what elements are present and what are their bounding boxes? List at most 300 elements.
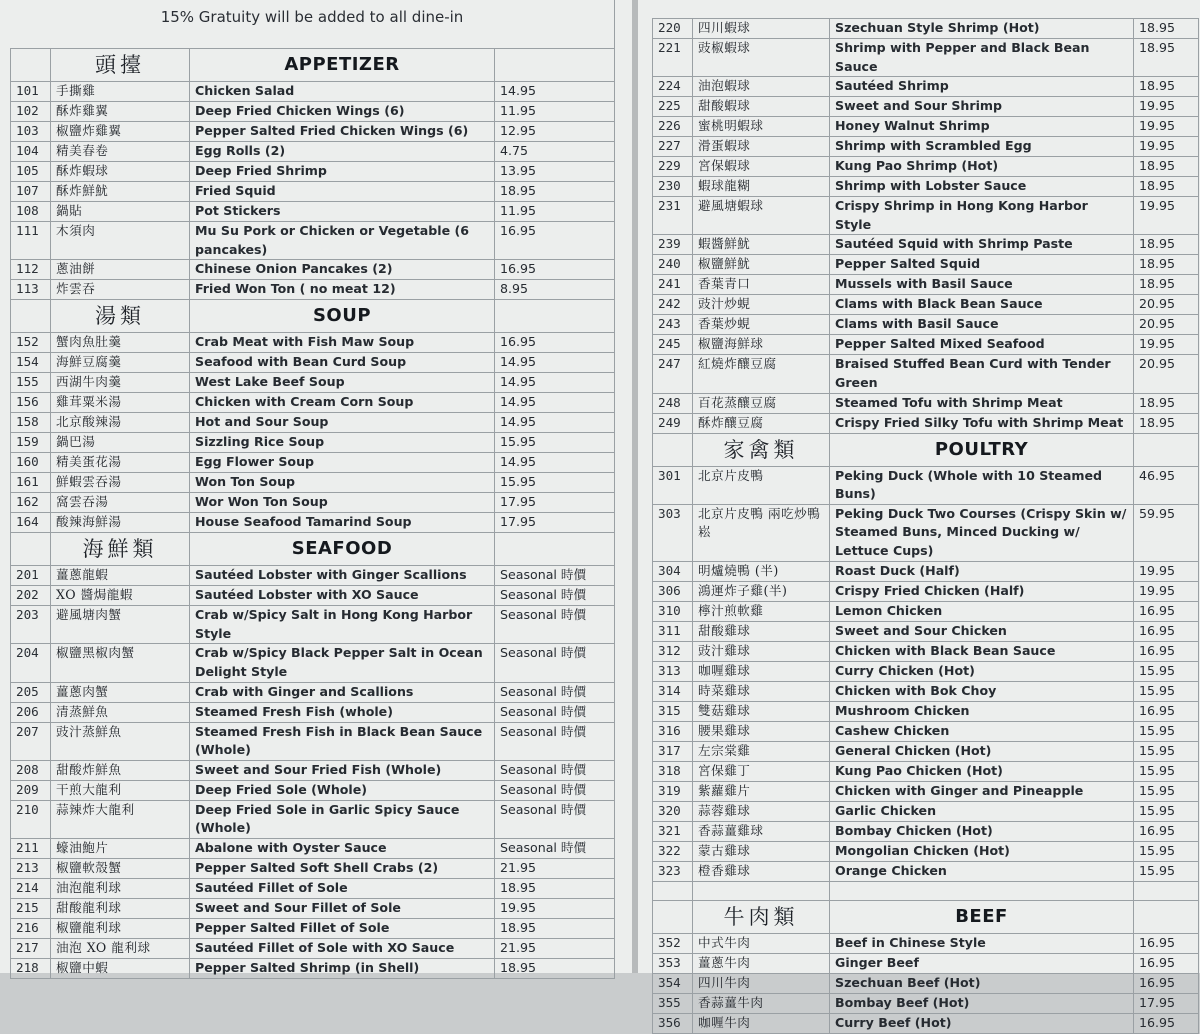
menu-item-row: [11, 722, 615, 760]
item-number: 208: [11, 760, 51, 780]
item-price: Seasonal 時價: [495, 780, 615, 800]
item-name-chinese: 時菜雞球: [693, 681, 830, 701]
item-name-chinese: 豉汁蒸鮮魚: [51, 722, 190, 760]
item-price: 21.95: [495, 858, 615, 878]
item-price: 14.95: [495, 373, 615, 393]
item-price: 18.95: [1134, 393, 1199, 413]
section-spacer: [495, 300, 615, 333]
item-name-english: Crab w/Spicy Salt in Hong Kong Harbor Style: [190, 606, 495, 644]
item-name-english: Shrimp with Scrambled Egg: [830, 137, 1134, 157]
menu-item-row: [11, 606, 615, 644]
item-name-english: Pepper Salted Fillet of Sole: [190, 918, 495, 938]
item-number: 101: [11, 82, 51, 102]
item-name-chinese: 避風塘肉蟹: [51, 606, 190, 644]
item-number: 355: [653, 993, 693, 1013]
menu-item-row: [11, 222, 615, 260]
menu-item-row: [653, 39, 1199, 77]
item-name-chinese: 海鮮豆腐羹: [51, 353, 190, 373]
item-name-chinese: 香葉青口: [693, 275, 830, 295]
menu-item-row: [11, 280, 615, 300]
item-number: 218: [11, 958, 51, 978]
item-name-chinese: 蝦醬鮮魷: [693, 235, 830, 255]
item-price: 15.95: [495, 473, 615, 493]
item-name-english: Egg Flower Soup: [190, 453, 495, 473]
menu-item-row: [653, 993, 1199, 1013]
item-name-english: Sweet and Sour Fried Fish (Whole): [190, 760, 495, 780]
menu-item-row: [653, 235, 1199, 255]
item-name-english: Braised Stuffed Bean Curd with Tender Green: [830, 355, 1134, 393]
item-number: 353: [653, 953, 693, 973]
menu-item-row: [11, 682, 615, 702]
menu-page-right: [638, 0, 1200, 1030]
item-price: 16.95: [1134, 601, 1199, 621]
item-name-chinese: 蜜桃明蝦球: [693, 117, 830, 137]
item-number: 113: [11, 280, 51, 300]
item-number: 206: [11, 702, 51, 722]
item-number: 215: [11, 898, 51, 918]
item-name-english: Sweet and Sour Chicken: [830, 621, 1134, 641]
item-price: 18.95: [1134, 19, 1199, 39]
item-number: 242: [653, 295, 693, 315]
item-price: 19.95: [1134, 561, 1199, 581]
menu-item-row: [11, 333, 615, 353]
item-price: 18.95: [1134, 275, 1199, 295]
item-number: 111: [11, 222, 51, 260]
item-name-chinese: 椒鹽中蝦: [51, 958, 190, 978]
item-price: 19.95: [1134, 117, 1199, 137]
menu-item-row: [653, 137, 1199, 157]
item-price: 18.95: [495, 958, 615, 978]
menu-item-row: [653, 315, 1199, 335]
menu-table-left: [10, 48, 615, 979]
item-name-english: Kung Pao Shrimp (Hot): [830, 157, 1134, 177]
item-number: 107: [11, 182, 51, 202]
item-number: 155: [11, 373, 51, 393]
section-title-english: SOUP: [190, 300, 495, 333]
section-title-chinese: 家禽類: [693, 433, 830, 466]
item-name-chinese: 橙香雞球: [693, 861, 830, 881]
item-number: 231: [653, 197, 693, 235]
item-number: 203: [11, 606, 51, 644]
item-name-chinese: 油泡龍利球: [51, 878, 190, 898]
item-price: Seasonal 時價: [495, 760, 615, 780]
item-price: 8.95: [495, 280, 615, 300]
item-price: 17.95: [1134, 993, 1199, 1013]
section-spacer: [495, 533, 615, 566]
item-number: 239: [653, 235, 693, 255]
item-name-english: Garlic Chicken: [830, 801, 1134, 821]
item-price: 16.95: [1134, 821, 1199, 841]
item-name-english: Pepper Salted Shrimp (in Shell): [190, 958, 495, 978]
menu-item-row: [653, 157, 1199, 177]
menu-item-row: [653, 466, 1199, 504]
item-name-english: Szechuan Beef (Hot): [830, 973, 1134, 993]
item-name-chinese: 干煎大龍利: [51, 780, 190, 800]
item-price: 20.95: [1134, 355, 1199, 393]
section-title-english: BEEF: [830, 900, 1134, 933]
item-number: 319: [653, 781, 693, 801]
item-number: 247: [653, 355, 693, 393]
item-name-english: Fried Won Ton ( no meat 12): [190, 280, 495, 300]
item-name-english: Orange Chicken: [830, 861, 1134, 881]
menu-item-row: [11, 566, 615, 586]
menu-item-row: [11, 393, 615, 413]
menu-item-row: [11, 918, 615, 938]
item-name-english: Chicken Salad: [190, 82, 495, 102]
item-price: 18.95: [1134, 413, 1199, 433]
item-price: 46.95: [1134, 466, 1199, 504]
item-name-english: Sautéed Squid with Shrimp Paste: [830, 235, 1134, 255]
item-name-chinese: 炸雲吞: [51, 280, 190, 300]
menu-item-row: [11, 473, 615, 493]
item-number: 243: [653, 315, 693, 335]
item-price: 16.95: [1134, 973, 1199, 993]
item-name-english: Sautéed Fillet of Sole with XO Sauce: [190, 938, 495, 958]
item-price: 20.95: [1134, 315, 1199, 335]
menu-item-row: [653, 255, 1199, 275]
item-number: 104: [11, 142, 51, 162]
menu-item-row: [11, 513, 615, 533]
item-name-english: Seafood with Bean Curd Soup: [190, 353, 495, 373]
menu-item-row: [653, 781, 1199, 801]
item-price: 12.95: [495, 122, 615, 142]
item-price: 11.95: [495, 202, 615, 222]
item-number: 220: [653, 19, 693, 39]
item-name-chinese: 雙菇雞球: [693, 701, 830, 721]
item-number: 102: [11, 102, 51, 122]
section-header: [11, 49, 615, 82]
item-name-chinese: 香蒜薑牛肉: [693, 993, 830, 1013]
item-number: 160: [11, 453, 51, 473]
item-name-chinese: 宮保蝦球: [693, 157, 830, 177]
menu-item-row: [653, 275, 1199, 295]
item-name-chinese: 咖喱牛肉: [693, 1013, 830, 1033]
item-number: 318: [653, 761, 693, 781]
menu-item-row: [11, 780, 615, 800]
item-name-english: Kung Pao Chicken (Hot): [830, 761, 1134, 781]
item-name-chinese: 木須肉: [51, 222, 190, 260]
item-price: 14.95: [495, 353, 615, 373]
menu-item-row: [11, 373, 615, 393]
blank-cell: [653, 881, 693, 900]
item-price: 13.95: [495, 162, 615, 182]
menu-item-row: [653, 504, 1199, 561]
menu-item-row: [11, 162, 615, 182]
menu-item-row: [653, 933, 1199, 953]
item-name-english: Beef in Chinese Style: [830, 933, 1134, 953]
item-price: 18.95: [495, 918, 615, 938]
item-number: 211: [11, 838, 51, 858]
item-name-chinese: 蒜辣炸大龍利: [51, 800, 190, 838]
item-name-chinese: 香蒜薑雞球: [693, 821, 830, 841]
item-name-chinese: 酥炸釀豆腐: [693, 413, 830, 433]
item-number: 322: [653, 841, 693, 861]
item-number: 248: [653, 393, 693, 413]
item-number: 105: [11, 162, 51, 182]
item-name-english: Pot Stickers: [190, 202, 495, 222]
item-price: Seasonal 時價: [495, 586, 615, 606]
item-number: 213: [11, 858, 51, 878]
item-name-chinese: 酥炸鮮魷: [51, 182, 190, 202]
menu-item-row: [11, 493, 615, 513]
item-name-english: Clams with Black Bean Sauce: [830, 295, 1134, 315]
item-name-english: Mushroom Chicken: [830, 701, 1134, 721]
item-name-chinese: 酥炸蝦球: [51, 162, 190, 182]
item-name-english: Pepper Salted Soft Shell Crabs (2): [190, 858, 495, 878]
item-number: 317: [653, 741, 693, 761]
menu-item-row: [653, 861, 1199, 881]
item-number: 306: [653, 581, 693, 601]
item-name-english: Cashew Chicken: [830, 721, 1134, 741]
menu-item-row: [11, 413, 615, 433]
menu-page-left: [0, 0, 632, 973]
item-price: 16.95: [1134, 953, 1199, 973]
blank-cell: [693, 881, 830, 900]
menu-item-row: [11, 838, 615, 858]
item-name-chinese: 薑蔥龍蝦: [51, 566, 190, 586]
item-number: 230: [653, 177, 693, 197]
item-name-chinese: 窩雲吞湯: [51, 493, 190, 513]
item-price: 17.95: [495, 513, 615, 533]
item-name-english: Shrimp with Pepper and Black Bean Sauce: [830, 39, 1134, 77]
item-name-chinese: 薑蔥肉蟹: [51, 682, 190, 702]
item-name-chinese: 酥炸雞翼: [51, 102, 190, 122]
item-name-english: Sautéed Fillet of Sole: [190, 878, 495, 898]
menu-item-row: [653, 117, 1199, 137]
blank-cell: [1134, 881, 1199, 900]
menu-item-row: [653, 601, 1199, 621]
item-name-english: Sweet and Sour Fillet of Sole: [190, 898, 495, 918]
item-name-chinese: 鮮蝦雲吞湯: [51, 473, 190, 493]
item-name-english: Mu Su Pork or Chicken or Vegetable (6 pancakes): [190, 222, 495, 260]
item-name-english: Hot and Sour Soup: [190, 413, 495, 433]
section-header: [11, 300, 615, 333]
item-name-english: Pepper Salted Mixed Seafood: [830, 335, 1134, 355]
item-name-chinese: 北京片皮鴨: [693, 466, 830, 504]
menu-item-row: [653, 97, 1199, 117]
menu-item-row: [653, 681, 1199, 701]
section-spacer: [11, 49, 51, 82]
item-number: 201: [11, 566, 51, 586]
item-name-chinese: 蔥油餅: [51, 260, 190, 280]
item-name-chinese: 甜酸龍利球: [51, 898, 190, 918]
menu-item-row: [653, 761, 1199, 781]
menu-item-row: [653, 721, 1199, 741]
menu-item-row: [11, 644, 615, 682]
item-price: 59.95: [1134, 504, 1199, 561]
item-name-english: Szechuan Style Shrimp (Hot): [830, 19, 1134, 39]
section-spacer: [1134, 900, 1199, 933]
item-number: 316: [653, 721, 693, 741]
menu-item-row: [653, 841, 1199, 861]
item-number: 249: [653, 413, 693, 433]
item-price: 21.95: [495, 938, 615, 958]
menu-item-row: [11, 938, 615, 958]
section-header: [653, 900, 1199, 933]
menu-item-row: [11, 182, 615, 202]
item-price: 18.95: [1134, 77, 1199, 97]
menu-item-row: [11, 800, 615, 838]
item-name-english: Steamed Fresh Fish (whole): [190, 702, 495, 722]
item-number: 164: [11, 513, 51, 533]
item-name-english: Chicken with Ginger and Pineapple: [830, 781, 1134, 801]
item-name-chinese: 清蒸鮮魚: [51, 702, 190, 722]
item-name-english: Pepper Salted Squid: [830, 255, 1134, 275]
item-name-chinese: 薑蔥牛肉: [693, 953, 830, 973]
item-number: 229: [653, 157, 693, 177]
menu-item-row: [11, 702, 615, 722]
item-price: 14.95: [495, 453, 615, 473]
item-price: 15.95: [495, 433, 615, 453]
item-number: 159: [11, 433, 51, 453]
item-name-chinese: 蠔油鮑片: [51, 838, 190, 858]
menu-table-right: [652, 18, 1199, 1034]
item-name-english: Sautéed Shrimp: [830, 77, 1134, 97]
menu-item-row: [653, 19, 1199, 39]
menu-item-row: [11, 586, 615, 606]
item-name-english: Abalone with Oyster Sauce: [190, 838, 495, 858]
item-number: 226: [653, 117, 693, 137]
item-name-english: Chinese Onion Pancakes (2): [190, 260, 495, 280]
item-name-english: Mongolian Chicken (Hot): [830, 841, 1134, 861]
menu-item-row: [653, 413, 1199, 433]
item-price: 20.95: [1134, 295, 1199, 315]
menu-item-row: [653, 701, 1199, 721]
menu-item-row: [11, 958, 615, 978]
item-name-english: Peking Duck (Whole with 10 Steamed Buns): [830, 466, 1134, 504]
item-price: 18.95: [495, 878, 615, 898]
item-name-chinese: XO 醬焗龍蝦: [51, 586, 190, 606]
item-number: 321: [653, 821, 693, 841]
item-name-english: Clams with Basil Sauce: [830, 315, 1134, 335]
item-name-chinese: 豉椒蝦球: [693, 39, 830, 77]
menu-item-row: [653, 661, 1199, 681]
item-name-chinese: 甜酸炸鮮魚: [51, 760, 190, 780]
section-spacer: [653, 900, 693, 933]
item-number: 323: [653, 861, 693, 881]
item-name-chinese: 百花蒸釀豆腐: [693, 393, 830, 413]
item-name-chinese: 蒜蓉雞球: [693, 801, 830, 821]
item-name-chinese: 明爐燒鴨 (半): [693, 561, 830, 581]
item-price: 19.95: [495, 898, 615, 918]
item-name-english: Deep Fried Shrimp: [190, 162, 495, 182]
menu-item-row: [11, 353, 615, 373]
item-price: 15.95: [1134, 661, 1199, 681]
item-price: 18.95: [1134, 157, 1199, 177]
item-number: 103: [11, 122, 51, 142]
menu-item-row: [11, 898, 615, 918]
item-number: 216: [11, 918, 51, 938]
item-price: 19.95: [1134, 97, 1199, 117]
menu-item-row: [11, 878, 615, 898]
item-name-chinese: 鍋巴湯: [51, 433, 190, 453]
section-header: [11, 533, 615, 566]
item-name-english: General Chicken (Hot): [830, 741, 1134, 761]
item-price: 4.75: [495, 142, 615, 162]
item-name-english: Roast Duck (Half): [830, 561, 1134, 581]
item-name-english: Peking Duck Two Courses (Crispy Skin w/ Steamed Buns, Minced Ducking w/ Lettuce Cups): [830, 504, 1134, 561]
item-price: Seasonal 時價: [495, 566, 615, 586]
section-title-chinese: 海鮮類: [51, 533, 190, 566]
item-number: 241: [653, 275, 693, 295]
item-name-chinese: 檸汁煎軟雞: [693, 601, 830, 621]
menu-item-row: [653, 953, 1199, 973]
item-name-chinese: 宮保雞丁: [693, 761, 830, 781]
menu-item-row: [11, 202, 615, 222]
item-name-english: Ginger Beef: [830, 953, 1134, 973]
item-number: 224: [653, 77, 693, 97]
item-name-english: Crispy Fried Silky Tofu with Shrimp Meat: [830, 413, 1134, 433]
item-price: 16.95: [1134, 701, 1199, 721]
item-number: 315: [653, 701, 693, 721]
item-price: 14.95: [495, 393, 615, 413]
item-number: 210: [11, 800, 51, 838]
item-name-english: Won Ton Soup: [190, 473, 495, 493]
item-price: 15.95: [1134, 861, 1199, 881]
item-name-english: Mussels with Basil Sauce: [830, 275, 1134, 295]
item-number: 356: [653, 1013, 693, 1033]
item-name-english: Sautéed Lobster with Ginger Scallions: [190, 566, 495, 586]
item-name-chinese: 北京酸辣湯: [51, 413, 190, 433]
item-name-chinese: 油泡 XO 龍利球: [51, 938, 190, 958]
menu-item-row: [653, 197, 1199, 235]
section-title-chinese: 頭擡: [51, 49, 190, 82]
section-title-chinese: 牛肉類: [693, 900, 830, 933]
item-number: 112: [11, 260, 51, 280]
gratuity-notice: 15% Gratuity will be added to all dine-in: [10, 0, 615, 48]
item-name-chinese: 手撕雞: [51, 82, 190, 102]
menu-item-row: [11, 122, 615, 142]
menu-item-row: [11, 142, 615, 162]
menu-item-row: [653, 581, 1199, 601]
item-price: 17.95: [495, 493, 615, 513]
item-number: 304: [653, 561, 693, 581]
menu-item-row: [11, 453, 615, 473]
menu-item-row: [653, 77, 1199, 97]
item-name-english: Chicken with Black Bean Sauce: [830, 641, 1134, 661]
menu-item-row: [11, 760, 615, 780]
menu-item-row: [653, 335, 1199, 355]
item-price: 15.95: [1134, 781, 1199, 801]
item-name-chinese: 蟹肉魚肚羹: [51, 333, 190, 353]
item-name-english: Lemon Chicken: [830, 601, 1134, 621]
section-spacer: [653, 433, 693, 466]
item-price: 15.95: [1134, 841, 1199, 861]
item-price: 14.95: [495, 82, 615, 102]
item-price: 18.95: [1134, 235, 1199, 255]
section-title-english: POULTRY: [830, 433, 1134, 466]
item-name-english: Chicken with Cream Corn Soup: [190, 393, 495, 413]
item-number: 320: [653, 801, 693, 821]
item-name-english: Curry Chicken (Hot): [830, 661, 1134, 681]
blank-cell: [830, 881, 1134, 900]
item-price: 16.95: [495, 260, 615, 280]
item-number: 205: [11, 682, 51, 702]
item-price: 18.95: [495, 182, 615, 202]
item-number: 303: [653, 504, 693, 561]
item-name-english: Bombay Chicken (Hot): [830, 821, 1134, 841]
blank-row: [653, 881, 1199, 900]
item-price: 19.95: [1134, 137, 1199, 157]
item-name-chinese: 椒鹽龍利球: [51, 918, 190, 938]
item-number: 310: [653, 601, 693, 621]
item-number: 240: [653, 255, 693, 275]
item-name-english: Wor Won Ton Soup: [190, 493, 495, 513]
item-name-english: Deep Fried Sole (Whole): [190, 780, 495, 800]
item-name-chinese: 酸辣海鮮湯: [51, 513, 190, 533]
item-number: 312: [653, 641, 693, 661]
item-price: 19.95: [1134, 197, 1199, 235]
